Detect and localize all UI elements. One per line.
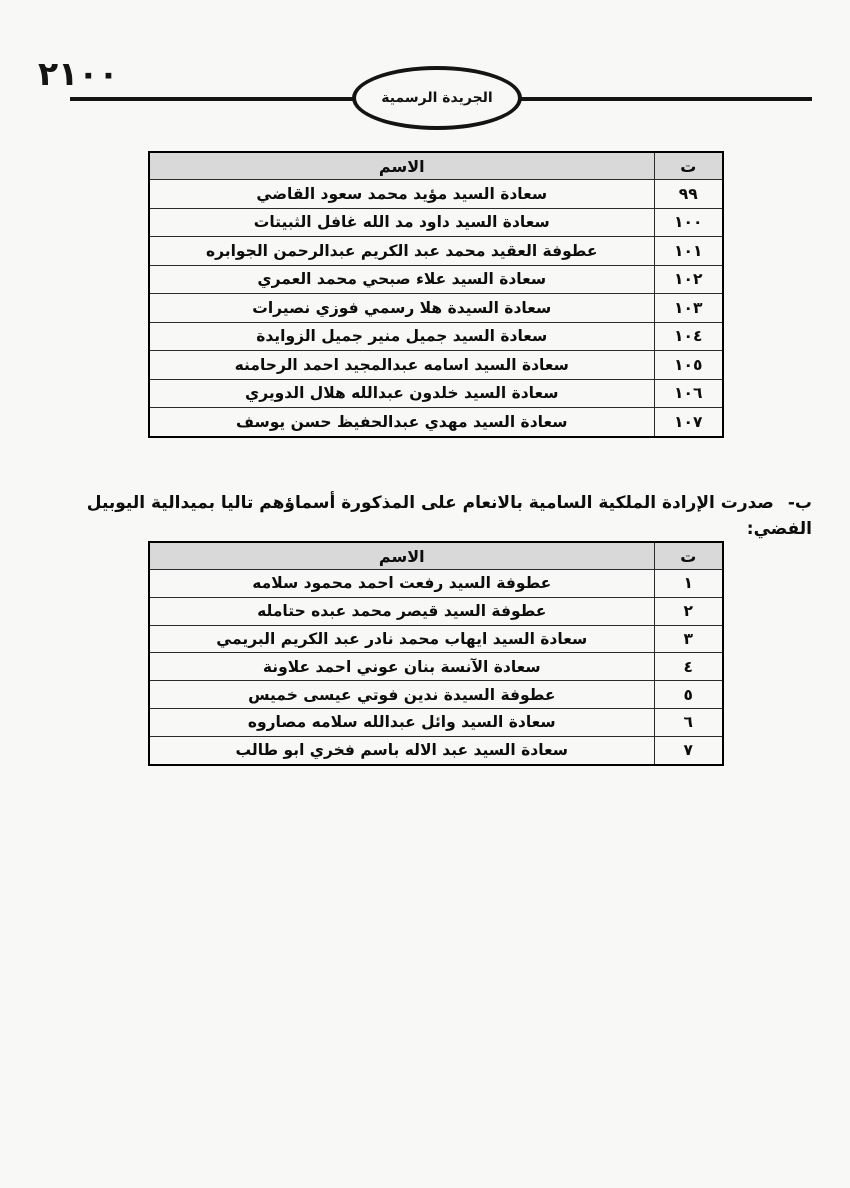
table-row: [149, 708, 723, 736]
row-index: ١٠٢: [654, 265, 723, 294]
table-row: [149, 736, 723, 764]
row-name: سعادة الآنسة بنان عوني احمد علاونة: [149, 653, 654, 681]
table-header-row: [149, 152, 723, 180]
column-header-name: الاسم: [149, 542, 654, 570]
table-row: [149, 322, 723, 351]
row-index: ٥: [654, 681, 723, 709]
table-row: [149, 294, 723, 323]
row-index: ١٠٠: [654, 208, 723, 237]
row-index: ٢: [654, 597, 723, 625]
row-name: عطوفة السيدة ندين فوتي عيسى خميس: [149, 681, 654, 709]
row-index: ١٠٥: [654, 351, 723, 380]
row-name: عطوفة العقيد محمد عبد الكريم عبدالرحمن الجوابره: [149, 237, 654, 266]
row-index: ٤: [654, 653, 723, 681]
row-name: عطوفة السيد قيصر محمد عبده حتامله: [149, 597, 654, 625]
table-row: [149, 597, 723, 625]
table-row: [149, 625, 723, 653]
table-row: [149, 351, 723, 380]
row-index: ١٠٧: [654, 408, 723, 437]
column-header-index: ت: [654, 152, 723, 180]
row-name: عطوفة السيد رفعت احمد محمود سلامه: [149, 570, 654, 598]
row-name: سعادة السيد عبد الاله باسم فخري ابو طالب: [149, 736, 654, 764]
page-number: ٢١٠٠: [38, 54, 119, 93]
row-name: سعادة السيد جميل منير جميل الزوايدة: [149, 322, 654, 351]
column-header-name: الاسم: [149, 152, 654, 180]
medal-table-2: [148, 541, 724, 766]
table-row: [149, 408, 723, 437]
table-row: [149, 570, 723, 598]
gazette-banner-title: الجريدة الرسمية: [381, 90, 493, 106]
table-header-row: [149, 542, 723, 570]
row-index: ١: [654, 570, 723, 598]
table-row: [149, 653, 723, 681]
table-row: [149, 265, 723, 294]
row-name: سعادة السيد مؤيد محمد سعود القاضي: [149, 180, 654, 209]
row-name: سعادة السيد مهدي عبدالحفيظ حسن يوسف: [149, 408, 654, 437]
row-index: ١٠٤: [654, 322, 723, 351]
row-name: سعادة السيد خلدون عبدالله هلال الدويري: [149, 379, 654, 408]
row-name: سعادة السيدة هلا رسمي فوزي نصيرات: [149, 294, 654, 323]
row-name: سعادة السيد علاء صبحي محمد العمري: [149, 265, 654, 294]
medal-table-1: [148, 151, 724, 438]
row-index: ٣: [654, 625, 723, 653]
row-name: سعادة السيد ايهاب محمد نادر عبد الكريم البريمي: [149, 625, 654, 653]
table-row: [149, 237, 723, 266]
section-b-label: ب-: [787, 493, 812, 513]
table-row: [149, 180, 723, 209]
row-name: سعادة السيد وائل عبدالله سلامه مصاروه: [149, 708, 654, 736]
row-index: ٧: [654, 736, 723, 764]
section-b-intro: [38, 490, 812, 542]
table-row: [149, 208, 723, 237]
row-name: سعادة السيد داود مد الله غافل الثبيتات: [149, 208, 654, 237]
row-index: ١٠١: [654, 237, 723, 266]
row-index: ٦: [654, 708, 723, 736]
column-header-index: ت: [654, 542, 723, 570]
row-index: ١٠٦: [654, 379, 723, 408]
gazette-banner-oval: [352, 66, 522, 130]
row-name: سعادة السيد اسامه عبدالمجيد احمد الرحامنه: [149, 351, 654, 380]
table-row: [149, 379, 723, 408]
row-index: ١٠٣: [654, 294, 723, 323]
table-row: [149, 681, 723, 709]
row-index: ٩٩: [654, 180, 723, 209]
section-b-text: صدرت الإرادة الملكية السامية بالانعام على المذكورة أسماؤهم تاليا بميدالية اليوبيل الفضي:: [86, 493, 812, 539]
